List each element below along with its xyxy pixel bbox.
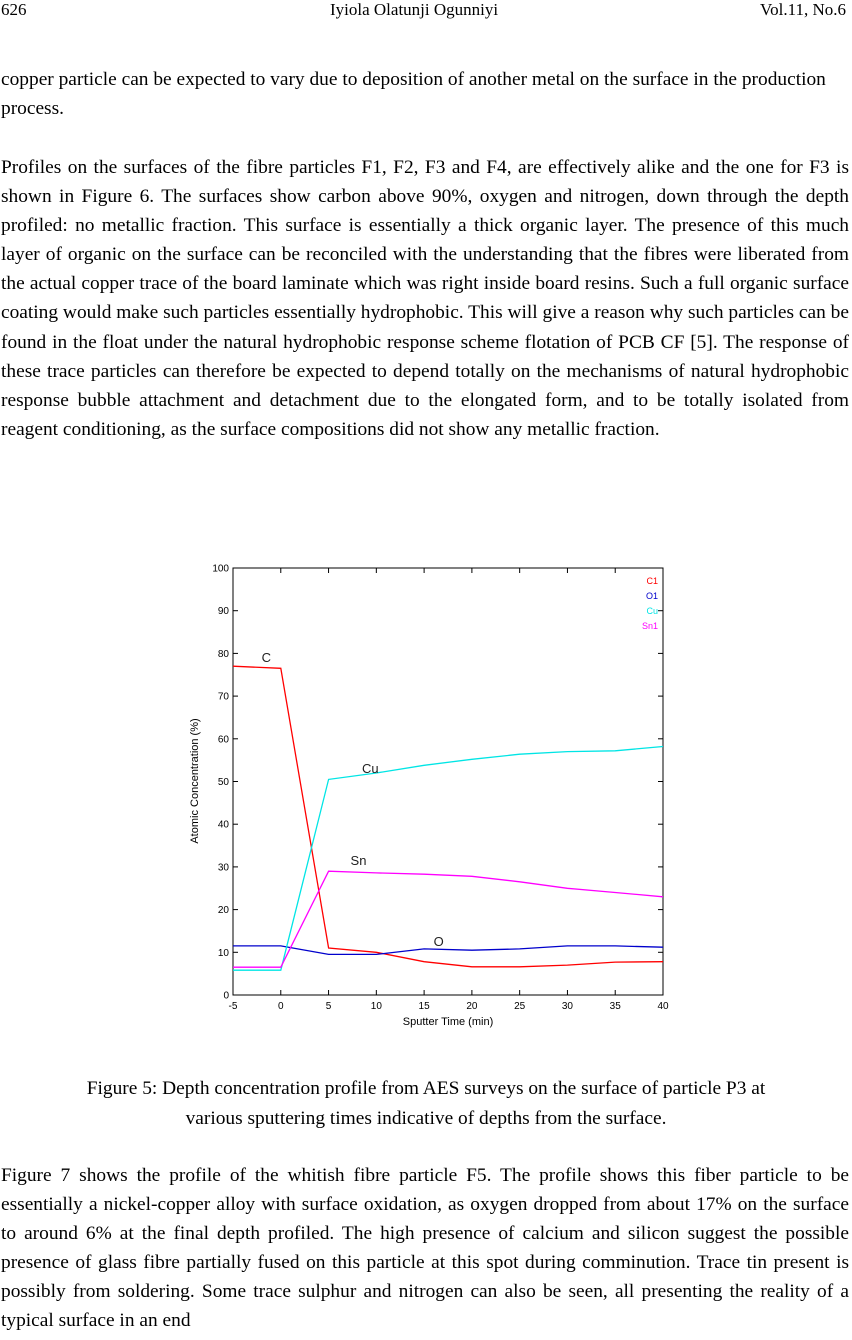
caption-line-1: Figure 5: Depth concentration profile from AES surveys on the surface of particle P3 at xyxy=(86,1078,766,1099)
legend-entry-o1: O1 xyxy=(645,591,658,601)
figure-caption xyxy=(0,1074,852,1134)
running-author: Iyiola Olatunji Ogunniyi xyxy=(330,0,499,19)
y-tick-label: 90 xyxy=(217,606,229,618)
page-number: 626 xyxy=(1,0,27,19)
figure-depth-profile-chart xyxy=(185,555,675,1035)
x-tick-label: 0 xyxy=(277,1001,284,1012)
legend-entry-cu: Cu xyxy=(646,606,658,616)
legend-entry-c1: C1 xyxy=(646,576,658,586)
x-tick-label: 40 xyxy=(657,1001,669,1012)
plot-area xyxy=(233,568,663,995)
x-tick-label: 25 xyxy=(514,1001,526,1012)
y-tick-label: 40 xyxy=(217,819,229,831)
chart-svg xyxy=(185,555,675,1035)
y-tick-label: 100 xyxy=(212,563,229,575)
y-tick-label: 80 xyxy=(217,648,229,660)
paragraph-fibre-profiles: Profiles on the surfaces of the fibre particles F1, F2, F3 and F4, are effectively alike and the one for F3 is shown in Figure 6. The surfaces show carbon above 90%, oxygen and nitrogen, down through the depth profiled: no metallic fraction. This surface is essentially a thick organic layer. The presence of this much layer of organic on the surface can be reconciled with the understanding that the fibres were liberated from the actual copper trace of the board laminate which was right inside board resins. Such a full organic surface coating would make such particles essentially hydrophobic. This will give a reason why such particles can be found in the float under the natural hydrophobic response scheme flotation of PCB CF [5]. The response of these trace particles can therefore be expected to depend totally on the mechanisms of natural hydrophobic response bubble attachment and detachment due to the elongated form, and to be totally isolated from reagent conditioning, as the surface compositions did not show any metallic fraction. xyxy=(1,157,849,440)
series-annotation-cu: Cu xyxy=(362,760,379,776)
y-tick-label: 30 xyxy=(217,862,229,874)
y-tick-label: 70 xyxy=(217,691,229,703)
y-axis-label: Atomic Concentration (%) xyxy=(189,718,201,844)
y-tick-label: 60 xyxy=(217,734,229,746)
volume-info: Vol.11, No.6 xyxy=(760,0,846,19)
y-tick-label: 0 xyxy=(223,990,229,1002)
x-tick-label: 15 xyxy=(418,1001,430,1012)
page-header xyxy=(0,0,852,24)
caption-line-2: various sputtering times indicative of depths from the surface. xyxy=(185,1108,667,1129)
x-tick-label: 30 xyxy=(561,1001,574,1012)
y-tick-label: 10 xyxy=(217,947,229,959)
y-tick-label: 50 xyxy=(217,777,229,788)
paragraph-intro: copper particle can be expected to vary due to deposition of another metal on the surface in the production process. xyxy=(1,69,826,120)
legend-entry-sn1: Sn1 xyxy=(641,621,658,631)
x-tick-label: -5 xyxy=(228,1001,238,1012)
paragraph-figure7: Figure 7 shows the profile of the whitish fibre particle F5. The profile shows this fiber particle to be essentially a nickel-copper alloy with surface oxidation, as oxygen dropped from about 17% on the surface to around 6% at the final depth profiled. The high presence of calcium and silicon suggest the possible presence of glass fibre partially fused on this particle at this spot during comminution. Trace tin present is possibly from soldering. Some trace sulphur and nitrogen can also be seen, all presenting the reality of a typical surface in an end xyxy=(1,1165,849,1332)
series-annotation-c: C xyxy=(261,649,272,665)
x-axis-label: Sputter Time (min) xyxy=(402,1016,494,1028)
x-tick-label: 35 xyxy=(609,1001,621,1012)
series-annotation-o: O xyxy=(433,933,444,949)
x-tick-label: 20 xyxy=(466,1001,478,1012)
x-tick-label: 10 xyxy=(370,1001,382,1012)
y-tick-label: 20 xyxy=(217,905,229,917)
x-tick-label: 5 xyxy=(325,1001,332,1012)
series-annotation-sn: Sn xyxy=(350,852,367,868)
